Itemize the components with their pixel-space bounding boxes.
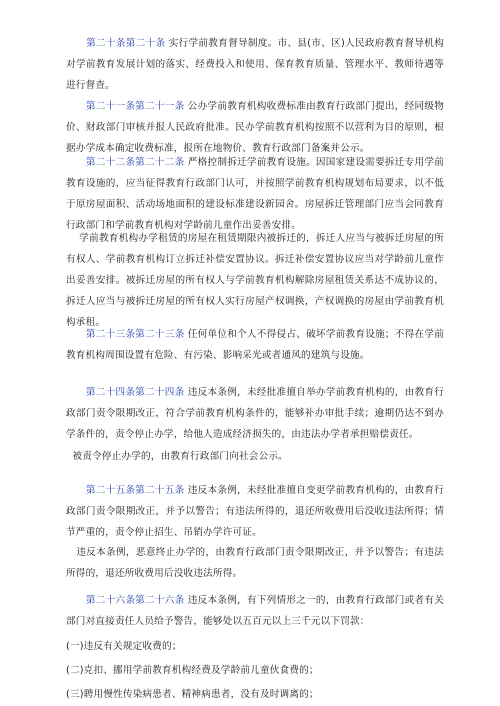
article-number: 第二十四条第二十四条 [85,387,185,398]
paragraph-article-24 [66,382,444,445]
article-text: 公办学前教育机构收费标准由教育行政部门提出，经同级物价、财政部门审核并报人民政府批准。民办学前教育机构按照不以营利为目的原则，根据办学成本确定收费标准，报所在地物价、教育行政部门备案并公示。 [66,101,445,154]
paragraph-article-22-cont [66,228,444,333]
article-text: 违反本条例，有下列情形之一的，由教育行政部门或者有关部门对直接责任人员给予警告，能够处以五百元以上三千元以下罚款： [66,595,445,627]
article-number: 第二十五条第二十五条 [85,485,185,496]
article-number: 第二十六条第二十六条 [85,595,185,606]
paragraph-article-20 [66,33,444,96]
list-item: (三)聘用慢性传染病患者、精神病患者，没有及时调离的； [66,689,319,700]
paragraph-article-25-cont [66,542,444,584]
article-number: 第二十条第二十条 [86,38,166,49]
paragraph-article-26 [66,590,444,632]
paragraph-article-23 [66,324,444,366]
paragraph-article-24-cont [66,446,444,467]
article-text: 被责令停止办学的，由教育行政部门向社会公示。 [69,451,288,462]
article-number: 第二十二条第二十二条 [85,157,185,168]
article-text: 实行学前教育督导制度。市、县(市、区)人民政府教育督导机构对学前教育发展计划的落实、经费投入和使用、保育教育质量、管理水平、教师待遇等进行督查。 [66,38,444,91]
article-number: 第二十三条第二十三条 [85,329,185,340]
article-text: 违反本条例，未经批准擅自变更学前教育机构的，由教育行政部门责令限期改正，并予以警告；有违法所得的，退还所收费用后没收违法所得；情节严重的，责令停止招生、吊销办学许可证。 [66,485,445,538]
article-text: 违反本条例，恶意终止办学的，由教育行政部门责令限期改正，并予以警告；有违法所得的，退还所收费用后没收违法所得。 [66,547,445,579]
list-item: (二)克扣、挪用学前教育机构经费及学龄前儿童伙食费的； [66,665,319,676]
article-text: 学前教育机构办学租赁的房屋在租赁期限内被拆迁的，拆迁人应当与被拆迁房屋的所有权人、学前教育机构订立拆迁补偿安置协议。拆迁补偿安置协议应当对学龄前儿童作出妥善安排。被拆迁房屋的所有权人与学前教育机构解除房屋租赁关系达不成协议的，拆迁人应当与被拆迁房屋的所有权人实行房屋产权调换，产权调换的房屋由学前教育机构承租。 [66,233,444,328]
list-item: (一)违反有关规定收费的； [66,641,182,652]
article-text: 违反本条例，未经批准擅自举办学前教育机构的，由教育行政部门责令限期改正，符合学前教育机构条件的，能够补办审批手续；逾期仍达不到办学条件的，责令停止办学，给他人造成经济损失的，由违法办学者承担赔偿责任。 [66,387,445,440]
paragraph-article-25 [66,480,444,543]
article-text: 任何单位和个人不得侵占、破坏学前教育设施；不得在学前教育机构周围设置有危险、有污染、影响采光或者通风的建筑与设施。 [66,329,445,361]
article-number: 第二十一条第二十一条 [85,101,185,112]
article-text: 严格控制拆迁学前教育设施。因国家建设需要拆迁专用学前教育设施的，应当征得教育行政部门认可，并按照学前教育机构规划布局要求，以不低于原房屋面积、活动场地面积的建设标准建设新园舍。房屋拆迁管理部门应当会同教育行政部门和学前教育机构对学龄前儿童作出妥善安排。 [66,157,445,231]
paragraph-article-22 [66,152,444,236]
paragraph-article-21 [66,96,444,159]
